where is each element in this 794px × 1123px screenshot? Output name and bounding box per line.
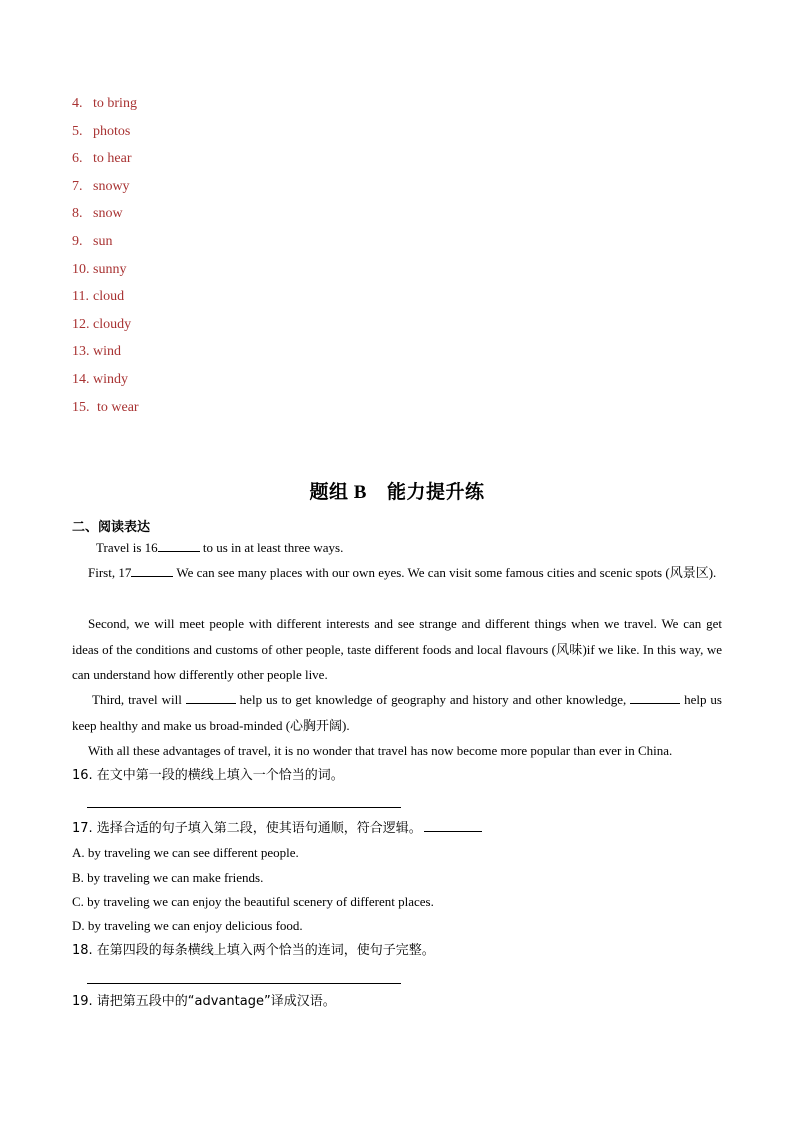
answer-number: 10.: [72, 261, 90, 277]
paragraph-text: Third, travel will: [92, 692, 186, 707]
answer-text: to hear: [93, 151, 132, 167]
answer-text: wind: [93, 344, 121, 360]
question-16: 16. 在文中第一段的横线上填入一个恰当的词。: [72, 768, 344, 783]
answer-item: [72, 287, 139, 315]
answer-item: [72, 149, 139, 177]
paragraph-3: Second, we will meet people with different interests and see strange and different things when we travel. We can get ideas of the conditions and customs of other people, taste different foods and local flavours (风味)if we like. In this way, we can understand how differently other people live.: [72, 616, 722, 682]
question-19: 19. 请把第五段中的“advantage”译成汉语。: [72, 994, 336, 1009]
answer-text: to bring: [93, 96, 137, 111]
answer-item: [72, 398, 139, 426]
answer-number: 4.: [72, 96, 83, 111]
question-17: [72, 818, 482, 839]
option-b: B. by traveling we can make friends.: [72, 870, 264, 885]
paragraph-text: We can see many places with our own eyes. We can visit some famous cities and scenic spots (风景区).: [173, 565, 717, 580]
answer-item: [72, 260, 139, 288]
answer-line-18[interactable]: [87, 983, 401, 984]
answer-text: cloud: [93, 289, 125, 305]
answer-number: 15.: [72, 399, 90, 415]
answer-item: [72, 122, 139, 150]
answer-number: 13.: [72, 344, 90, 360]
answer-list: [72, 94, 139, 425]
answer-number: 11.: [72, 289, 89, 305]
answer-item: [72, 177, 139, 205]
paragraph-5: With all these advantages of travel, it is no wonder that travel has now become more popular than ever in China.: [88, 743, 673, 758]
blank-q17[interactable]: [424, 818, 482, 832]
reading-heading: 二、阅读表达: [72, 520, 151, 535]
answer-item: [72, 232, 139, 260]
answer-text: cloudy: [93, 316, 132, 332]
answer-text: windy: [93, 371, 128, 387]
answer-number: 8.: [72, 206, 83, 222]
paragraph-text: Travel is 16: [96, 540, 158, 555]
question-18: 18. 在第四段的每条横线上填入两个恰当的连词，使句子完整。: [72, 943, 435, 958]
option-c: C. by traveling we can enjoy the beautiful scenery of different places.: [72, 894, 434, 909]
answer-item: [72, 204, 139, 232]
paragraph-text: to us in at least three ways.: [199, 540, 344, 555]
section-title-name: 能力提升练: [386, 481, 485, 503]
answer-text: photos: [93, 123, 131, 139]
section-title: [0, 477, 794, 504]
option-d: D. by traveling we can enjoy delicious food.: [72, 918, 303, 933]
blank-17[interactable]: [131, 563, 173, 577]
answer-number: 14.: [72, 371, 90, 387]
paragraph-text: help us keep healthy and make us broad-minded (心胸开阔).: [72, 692, 722, 733]
paragraph-text: First, 17: [88, 565, 132, 580]
answer-item: [72, 94, 139, 122]
answer-number: 12.: [72, 316, 90, 332]
answer-item: [72, 342, 139, 370]
answer-text: to wear: [97, 399, 139, 415]
answer-number: 7.: [72, 178, 83, 194]
section-title-group: 题组 B: [309, 482, 367, 503]
answer-line-16[interactable]: [87, 807, 401, 808]
answer-item: [72, 315, 139, 343]
paragraph-text: help us to get knowledge of geography and history and other knowledge,: [235, 692, 631, 707]
question-17-text: 17. 选择合适的句子填入第二段，使其语句通顺，符合逻辑。: [72, 821, 422, 836]
paragraph-2: [72, 560, 722, 586]
blank-18a[interactable]: [186, 690, 236, 704]
paragraph-4: [72, 687, 722, 738]
answer-item: [72, 370, 139, 398]
answer-number: 9.: [72, 233, 83, 249]
answer-text: sunny: [93, 261, 127, 277]
answer-text: snow: [93, 206, 123, 222]
answer-number: 5.: [72, 123, 83, 139]
paragraph-1: [72, 535, 722, 561]
answer-number: 6.: [72, 151, 83, 167]
blank-18b[interactable]: [630, 690, 680, 704]
option-a: A. by traveling we can see different people.: [72, 845, 299, 860]
blank-16[interactable]: [158, 538, 200, 552]
answer-text: sun: [93, 233, 113, 249]
answer-text: snowy: [93, 178, 130, 194]
